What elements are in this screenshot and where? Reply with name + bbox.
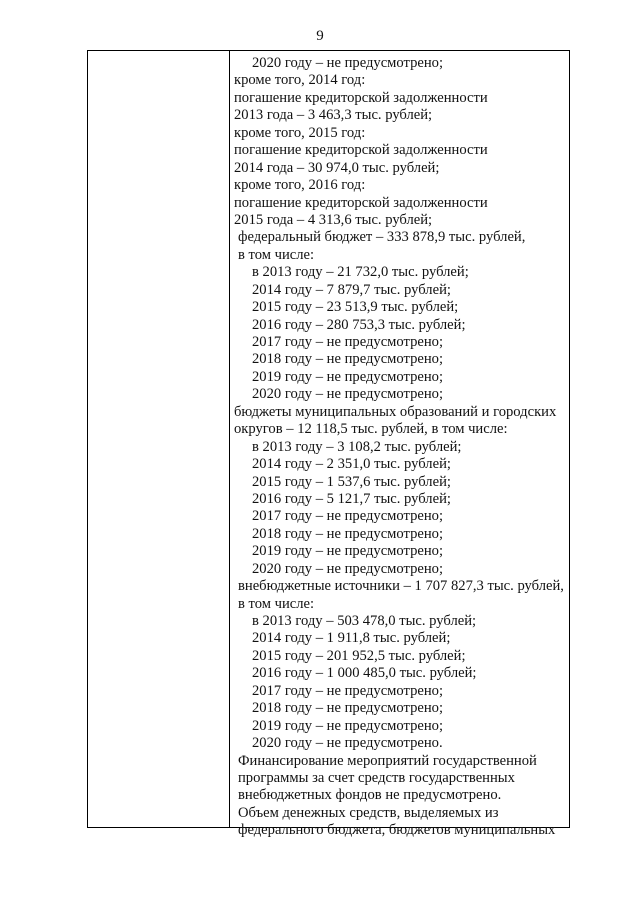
table-text-line: в 2013 году – 21 732,0 тыс. рублей; (252, 264, 469, 281)
table-text-line: внебюджетных фондов не предусмотрено. (238, 787, 502, 804)
table-text-line: 2020 году – не предусмотрено; (252, 386, 444, 403)
table-text-line: 2014 году – 7 879,7 тыс. рублей; (252, 281, 451, 298)
table-text-line: бюджеты муниципальных образований и городских (234, 403, 557, 420)
table-left-cell (88, 51, 229, 827)
table-text-line: 2020 году – не предусмотрено. (252, 735, 443, 752)
table-text-line: 2015 году – 201 952,5 тыс. рублей; (252, 647, 466, 664)
table-text-line: 2016 году – 280 753,3 тыс. рублей; (252, 316, 466, 333)
table-text-line: внебюджетные источники – 1 707 827,3 тыс. рублей, (238, 578, 564, 595)
table-text-line: в том числе: (238, 246, 315, 263)
table-text-line: в 2013 году – 503 478,0 тыс. рублей; (252, 613, 477, 629)
table-text-line: в 2013 году – 3 108,2 тыс. рублей; (252, 438, 462, 455)
table-text-line: 2014 году – 1 911,8 тыс. рублей; (252, 630, 451, 647)
table-text-line: федерального бюджета, бюджетов муниципальных (238, 822, 556, 839)
table-text-line: Объем денежных средств, выделяемых из (238, 804, 499, 821)
table-text-line: 2016 году – 5 121,7 тыс. рублей; (252, 490, 451, 507)
table-text-line: кроме того, 2014 год: (234, 72, 366, 89)
table-text-line: 2015 году – 1 537,6 тыс. рублей; (252, 473, 451, 490)
table-text-line: погашение кредиторской задолженности (234, 194, 488, 211)
table-text-line: кроме того, 2015 год: (234, 124, 366, 141)
table-text-line: 2015 года – 4 313,6 тыс. рублей; (234, 211, 433, 228)
table-text-line: 2017 году – не предусмотрено; (252, 334, 444, 350)
table-text-line: Финансирование мероприятий государственной (238, 752, 537, 769)
table-text-line: 2013 года – 3 463,3 тыс. рублей; (234, 107, 433, 124)
table-text-line: 2020 году – не предусмотрено; (252, 55, 444, 71)
table-text-line: 2019 году – не предусмотрено; (252, 368, 444, 385)
table-text-line: погашение кредиторской задолженности (234, 89, 488, 106)
table-text-line: в том числе: (238, 595, 315, 612)
page-number: 9 (316, 28, 324, 44)
table-text-line: 2019 году – не предусмотрено; (252, 717, 444, 734)
table-text-line: 2014 года – 30 974,0 тыс. рублей; (234, 159, 440, 176)
table-text-line: округов – 12 118,5 тыс. рублей, в том числе: (234, 421, 508, 438)
table-text-line: кроме того, 2016 год: (234, 177, 366, 194)
table-text-line: 2019 году – не предусмотрено; (252, 543, 444, 560)
table-text-line: 2018 году – не предусмотрено; (252, 700, 444, 717)
table-text-line: 2014 году – 2 351,0 тыс. рублей; (252, 456, 451, 473)
table-text-line: федеральный бюджет – 333 878,9 тыс. рублей, (238, 229, 526, 246)
table-text-line: 2018 году – не предусмотрено; (252, 525, 444, 542)
program-table (87, 50, 570, 839)
table-right-cell (234, 55, 566, 840)
table-text-line: 2017 году – не предусмотрено; (252, 682, 444, 699)
table-text-line: 2017 году – не предусмотрено; (252, 508, 444, 525)
table-text-line: 2018 году – не предусмотрено; (252, 351, 444, 368)
table-text-line: 2015 году – 23 513,9 тыс. рублей; (252, 299, 459, 316)
table-text-line: погашение кредиторской задолженности (234, 142, 488, 159)
table-text-line: 2016 году – 1 000 485,0 тыс. рублей; (252, 665, 477, 682)
table-text-line: 2020 году – не предусмотрено; (252, 560, 444, 577)
column-divider (229, 51, 230, 827)
table-text-line: программы за счет средств государственных (238, 769, 515, 786)
